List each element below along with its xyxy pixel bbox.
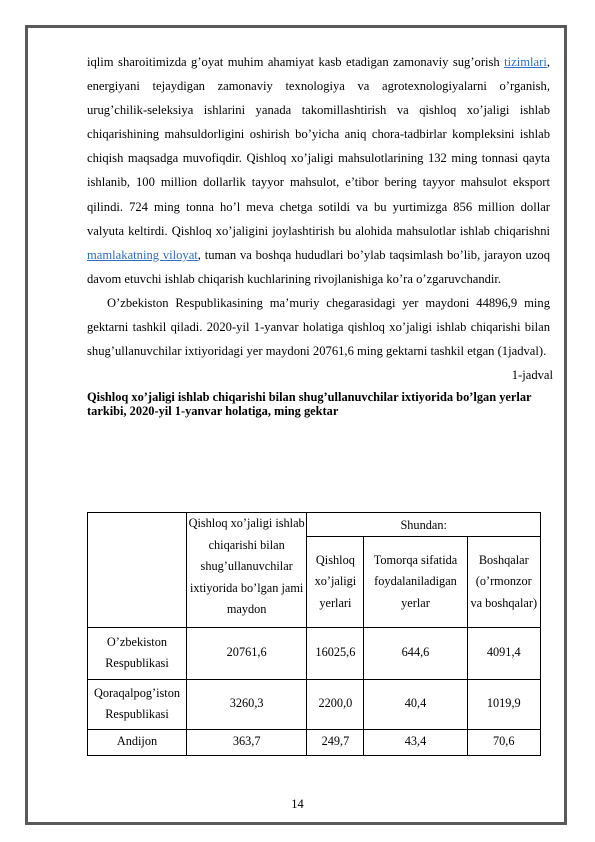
paragraph-1 bbox=[87, 50, 550, 291]
page-number: 14 bbox=[291, 797, 304, 811]
row-tomorqa: 644,6 bbox=[364, 627, 467, 679]
row-other: 4091,4 bbox=[467, 627, 540, 679]
link-tizimlari[interactable]: tizimlari bbox=[504, 55, 547, 69]
header-group: Shundan: bbox=[307, 513, 541, 537]
paragraph-1-text-a: iqlim sharoitimizda g’oyat muhim ahamiyat kasb etadigan zamonaviy sug’orish bbox=[87, 55, 505, 69]
link-mamlakatning-viloyat[interactable]: mamlakatning viloyat bbox=[87, 247, 198, 262]
row-tomorqa: 40,4 bbox=[364, 679, 467, 729]
row-total: 3260,3 bbox=[186, 679, 306, 729]
row-agri: 2200,0 bbox=[307, 679, 364, 729]
header-tomorqa: Tomorqa sifatida foydalaniladigan yerlar bbox=[364, 537, 467, 628]
row-name: Qoraqalpog’iston Respublikasi bbox=[88, 679, 187, 729]
row-agri: 249,7 bbox=[307, 729, 364, 755]
row-total: 20761,6 bbox=[186, 627, 306, 679]
table-row bbox=[88, 729, 541, 755]
row-agri: 16025,6 bbox=[307, 627, 364, 679]
row-name: O’zbekiston Respublikasi bbox=[88, 627, 187, 679]
table-row bbox=[88, 679, 541, 729]
row-other: 1019,9 bbox=[467, 679, 540, 729]
header-agri: Qishloq xo’jaligi yerlari bbox=[307, 537, 364, 628]
row-tomorqa: 43,4 bbox=[364, 729, 467, 755]
document-body bbox=[87, 50, 553, 419]
header-other: Boshqalar (o’rmonzor va boshqalar) bbox=[467, 537, 540, 628]
header-empty-cell bbox=[88, 513, 187, 628]
table-label: 1-jadval bbox=[511, 368, 553, 383]
row-name: Andijon bbox=[88, 729, 187, 755]
table-caption: Qishloq xo’jaligi ishlab chiqarishi bilan shug’ullanuvchilar ixtiyorida bo’lgan yerlar tarkibi, 2020-yil 1-yanvar holatiga, ming gektar bbox=[87, 390, 532, 419]
paragraph-1-text-b: , energiyani tejaydigan zamonaviy texnologiya va agrotexnologiyalarni o’rganish, urug’chilik-seleksiya ishlarini yanada takomillashtirish va qishloq xo’jaligi ishlab chiqarishining mahsuldorligini oshirish bo’yicha aniq chora-tadbirlar kompleksini ishlab chiqish maqsadga muvofiqdir. Qishloq xo’jaligi mahsulotlarining 132 ming tonnasi qayta ishlanib, 100 million dollarlik tayyor mahsulot, e’tibor bering tayyor mahsulot eksport qilindi. 724 ming tonna ho’l meva chetga sotildi va bu yurtimizga 856 million dollar valyuta keltirdi. Qishloq xo’jaligini joylashtirish bu alohida mahsulotlar ishlab chiqarishni bbox=[87, 55, 550, 238]
row-other: 70,6 bbox=[467, 729, 540, 755]
land-table bbox=[87, 512, 541, 756]
row-total: 363,7 bbox=[186, 729, 306, 755]
paragraph-1-text-c: , tuman va boshqa hududlari bo’ylab taqsimlash bo’lib, jarayon uzoq davom etuvchi ishlab chiqarish kuchlarining rivojlanishiga ko’ra o’zgaruvchandir. bbox=[87, 247, 550, 286]
table-header-row bbox=[88, 513, 541, 537]
header-total: Qishloq xo’jaligi ishlab chiqarishi bilan shug’ullanuvchilar ixtiyorida bo’lgan jami maydon bbox=[186, 513, 306, 628]
table-row bbox=[88, 627, 541, 679]
paragraph-2: O’zbekiston Respublikasining ma’muriy chegarasidagi yer maydoni 44896,9 ming gektarni tashkil qiladi. 2020-yil 1-yanvar holatiga qishloq xo’jaligi ishlab chiqarishi bilan shug’ullanuvchilar ixtiyoridagi yer maydoni 20761,6 ming gektarni tashkil etgan (1jadval). bbox=[87, 295, 550, 359]
